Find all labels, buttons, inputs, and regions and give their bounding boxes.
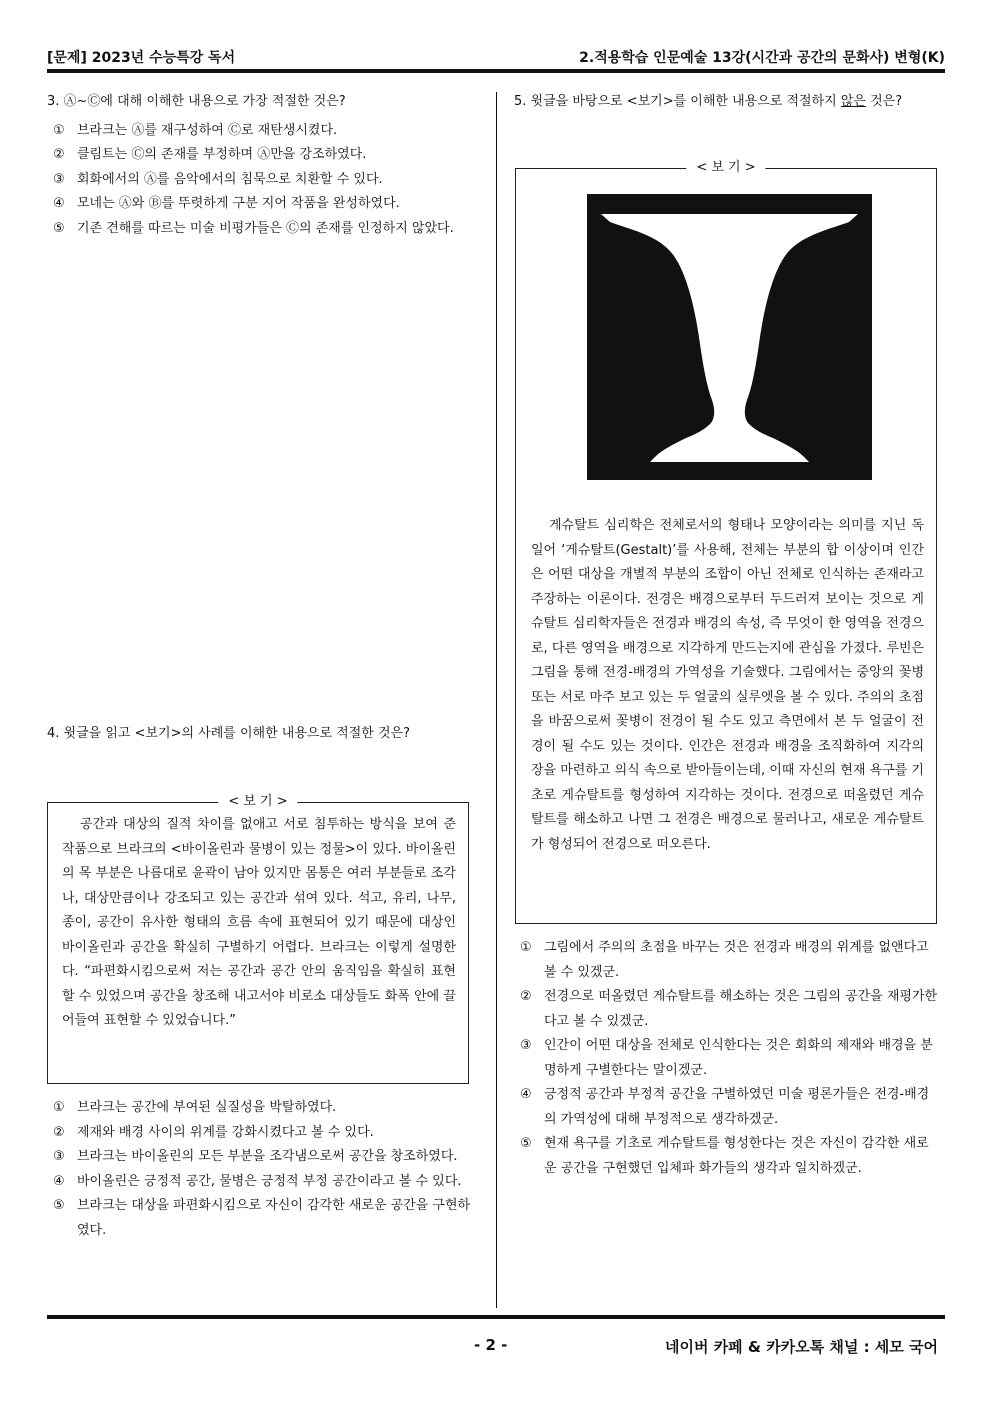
option-number: ③ xyxy=(53,1149,65,1164)
option-text: 현재 욕구를 기초로 게슈탈트를 형성한다는 것은 자신이 감각한 새로운 공간을 구현했던 입체파 화가들의 생각과 일치하겠군. xyxy=(544,1136,929,1176)
bogi-title: < 보 기 > xyxy=(218,793,297,811)
option-text: 브라크는 공간에 부여된 실질성을 박탈하였다. xyxy=(77,1100,337,1115)
question-4-options xyxy=(47,1096,472,1243)
option-text: 인간이 어떤 대상을 전체로 인식한다는 것은 회화의 제재와 배경을 분명하게 구별한다는 말이겠군. xyxy=(544,1038,933,1078)
page-number: - 2 - xyxy=(474,1336,508,1354)
option-number: ② xyxy=(53,147,65,162)
option-number: ② xyxy=(53,1124,65,1140)
option-text: 브라크는 Ⓐ를 재구성하여 Ⓒ로 재탄생시켰다. xyxy=(77,122,338,138)
header-left: [문제] 2023년 수능특강 독서 xyxy=(47,50,236,66)
option[interactable] xyxy=(514,936,939,985)
option-number: ③ xyxy=(53,171,65,187)
bogi-text: 게슈탈트 심리학은 전체로서의 형태나 모양이라는 의미를 지닌 독일어 ‘게슈탈트(Gestalt)’를 사용해, 전체는 부분의 합 이상이며 인간은 어떤 대상을 개별적 부분의 조합이 아닌 전체로 인식하는 존재라고 주장하는 이론이다. 전경은 배경으로부터 두드러져 보이는 것으로 게슈탈트 심리학자들은 전경과 배경의 속성, 즉 무엇이 한 영역을 전경으로, 다른 영역을 배경으로 지각하게 만드는지에 관심을 가졌다. 루빈은 그림을 통해 전경-배경의 가역성을 기술했다. 그림에서는 중앙의 꽃병 또는 서로 마주 보고 있는 두 얼굴의 실루엣을 볼 수 있다. 주의의 초점을 바꿈으로써 꽃병이 전경이 될 수도 있고 측면에서 본 두 얼굴이 전경이 될 수도 있는 것이다. 인간은 전경과 배경을 조직화하여 지각의 장을 마련하고 의식 속으로 받아들이는데, 이때 자신의 현재 욕구를 기초로 게슈탈트를 형성하여 지각하는 것이다. 전경으로 떠올렸던 게슈탈트를 해소하고 나면 그 전경은 배경으로 물러나고, 새로운 게슈탈트가 형성되어 전경으로 떠오른다. xyxy=(531,518,924,852)
option[interactable] xyxy=(47,168,472,193)
header-right: 2.적용학습 인문예술 13강(시간과 공간의 문화사) 변형(K) xyxy=(579,50,945,66)
option[interactable] xyxy=(47,1145,472,1170)
question-4-stem: 4. 윗글을 읽고 <보기>의 사례를 이해한 내용으로 적절한 것은? xyxy=(47,726,410,741)
bogi-title: < 보 기 > xyxy=(686,159,765,177)
question-3-options xyxy=(47,119,472,242)
rubin-vase-image xyxy=(587,194,872,480)
option-text: 회화에서의 Ⓐ를 음악에서의 침묵으로 치환할 수 있다. xyxy=(77,171,383,187)
stem-text-end: 것은? xyxy=(865,94,903,109)
option[interactable] xyxy=(47,1096,472,1121)
question-5 xyxy=(514,90,946,115)
option-number: ① xyxy=(53,122,65,138)
option-number: ③ xyxy=(520,1038,532,1053)
option[interactable] xyxy=(47,1194,472,1243)
footer-rule xyxy=(47,1315,945,1319)
option-number: ⑤ xyxy=(520,1136,532,1151)
footer-channel: 네이버 카페 & 카카오톡 채널 : 세모 국어 xyxy=(665,1338,938,1356)
option-number: ④ xyxy=(53,1173,65,1189)
option[interactable] xyxy=(47,143,472,168)
option-text: 브라크는 바이올린의 모든 부분을 조각냄으로써 공간을 창조하였다. xyxy=(77,1149,458,1164)
option-text: 바이올린은 긍정적 공간, 물병은 긍정적 부정 공간이라고 볼 수 있다. xyxy=(77,1173,462,1189)
option-text: 클림트는 Ⓒ의 존재를 부정하며 Ⓐ만을 강조하였다. xyxy=(77,147,367,162)
option[interactable] xyxy=(47,1170,472,1195)
option-number: ④ xyxy=(520,1087,532,1102)
option-text: 그림에서 주의의 초점을 바꾸는 것은 전경과 배경의 위계를 없앤다고 볼 수 있겠군. xyxy=(544,940,929,980)
column-divider xyxy=(496,92,497,1308)
header-rule xyxy=(47,69,945,73)
option[interactable] xyxy=(47,192,472,217)
option-text: 기존 견해를 따르는 미술 비평가들은 Ⓒ의 존재를 인정하지 않았다. xyxy=(77,220,454,236)
stem-emphasis: 않은 xyxy=(840,94,866,109)
option[interactable] xyxy=(514,1132,939,1181)
option-text: 제재와 배경 사이의 위계를 강화시켰다고 볼 수 있다. xyxy=(77,1124,374,1140)
option-text: 전경으로 떠올렸던 게슈탈트를 해소하는 것은 그림의 공간을 재평가한다고 볼 수 있겠군. xyxy=(544,989,938,1029)
option-number: ⑤ xyxy=(53,220,65,236)
option[interactable] xyxy=(514,1083,939,1132)
question-3 xyxy=(47,90,472,241)
option-number: ② xyxy=(520,989,532,1004)
option[interactable] xyxy=(47,119,472,144)
question-5-bogi-box xyxy=(515,160,937,924)
option-text: 브라크는 대상을 파편화시킴으로 자신이 감각한 새로운 공간을 구현하였다. xyxy=(77,1198,471,1238)
question-4-bogi-box xyxy=(47,794,469,1084)
option[interactable] xyxy=(47,1121,472,1146)
option[interactable] xyxy=(514,1034,939,1083)
question-3-stem: 3. Ⓐ~Ⓒ에 대해 이해한 내용으로 가장 적절한 것은? xyxy=(47,94,346,109)
stem-text: 5. 윗글을 바탕으로 <보기>를 이해한 내용으로 적절하지 xyxy=(514,94,841,109)
option-number: ④ xyxy=(53,196,65,211)
option-number: ⑤ xyxy=(53,1198,65,1213)
question-4 xyxy=(47,722,477,747)
question-5-stem xyxy=(514,90,946,115)
option[interactable] xyxy=(47,217,472,242)
option-number: ① xyxy=(520,940,532,955)
option-number: ① xyxy=(53,1100,65,1115)
option[interactable] xyxy=(514,985,939,1034)
option-text: 모네는 Ⓐ와 Ⓑ를 뚜렷하게 구분 지어 작품을 완성하였다. xyxy=(77,196,400,211)
question-5-options xyxy=(514,936,939,1181)
option-text: 긍정적 공간과 부정적 공간을 구별하였던 미술 평론가들은 전경-배경의 가역성에 대해 부정적으로 생각하겠군. xyxy=(544,1087,930,1127)
bogi-text: 공간과 대상의 질적 차이를 없애고 서로 침투하는 방식을 보여 준 작품으로 브라크의 <바이올린과 물병이 있는 정물>이 있다. 바이올린의 목 부분은 나름대로 윤곽이 남아 있지만 몸통은 여러 부분들로 조각나, 대상만큼이나 강조되고 있는 공간과 섞여 있다. 석고, 유리, 나무, 종이, 공간이 유사한 형태의 흐름 속에 표현되어 있기 때문에 대상인 바이올린과 공간을 확실히 구별하기 어렵다. 브라크는 이렇게 설명한다. “파편화시킴으로써 저는 공간과 공간 안의 움직임을 확실히 표현할 수 있었으며 공간을 창조해 내고서야 비로소 대상들도 화폭 안에 끌어들여 표현할 수 있었습니다.” xyxy=(62,817,456,1028)
